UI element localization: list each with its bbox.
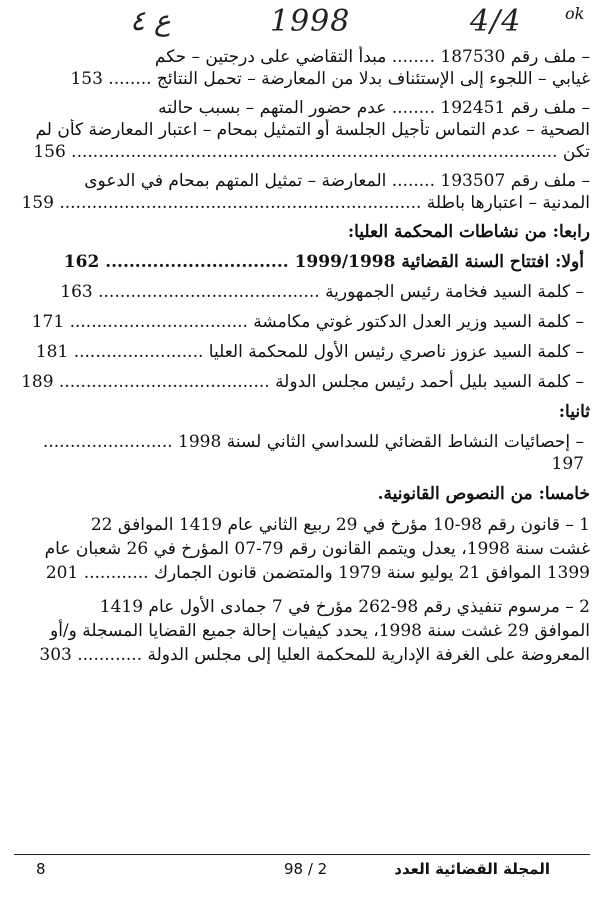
toc-entry-line: المدنية – اعتبارها باطلة ................................................................... 159	[21, 193, 590, 213]
law-entry	[14, 595, 590, 667]
toc-item: – كلمة السيد عزوز ناصري رئيس الأول للمحكمة العليا ........................ 181	[35, 342, 584, 362]
toc-entry-line: غيابي – اللجوء إلى الإستئناف بدلا من المعارضة – تحمل النتائج ........ 153	[70, 69, 590, 89]
law-entry-line: المعروضة على الغرفة الإدارية للمحكمة العليا إلى مجلس الدولة ............ 303	[39, 645, 590, 665]
handwritten-arabic-note: ع ٤	[130, 4, 171, 37]
toc-entry	[14, 46, 590, 90]
toc-entry-line: الصحية – عدم التماس تأجيل الجلسة أو التمثيل بمحام – اعتبار المعارضة كأن لم	[35, 120, 590, 140]
table-of-contents	[14, 46, 590, 677]
footer-issue-number: 98 / 2	[284, 860, 328, 878]
toc-entry	[14, 97, 590, 163]
law-entry-line: 1399 الموافق 21 يوليو سنة 1979 والمتضمن قانون الجمارك ............ 201	[45, 563, 590, 583]
toc-entry-line: – ملف رقم 187530 ........ مبدأ التقاضي على درجتين – حكم	[154, 47, 590, 67]
page-footer	[14, 860, 590, 884]
law-entry-line: الموافق 29 غشت سنة 1998، يحدد كيفيات إحالة جميع القضايا المسجلة و/أو	[50, 621, 590, 641]
law-entry-line: 2 – مرسوم تنفيذي رقم 98-262 مؤرخ في 7 جمادى الأول عام 1419	[99, 597, 590, 617]
law-entry-line: 1 – قانون رقم 98-10 مؤرخ في 29 ربيع الثاني عام 1419 الموافق 22	[90, 515, 590, 535]
law-entry	[14, 513, 590, 585]
toc-entry-line: – ملف رقم 193507 ........ المعارضة – تمثيل المتهم بمحام في الدعوى	[84, 171, 590, 191]
handwritten-page-count: 4/4	[470, 4, 522, 39]
law-entry-line: غشت سنة 1998، يعدل ويتمم القانون رقم 79-07 المؤرخ في 26 شعبان عام	[44, 539, 590, 559]
toc-entry-line: – ملف رقم 192451 ........ عدم حضور المتهم – بسبب حالته	[158, 98, 590, 118]
toc-item: – كلمة السيد بليل أحمد رئيس مجلس الدولة ....................................... 189	[21, 372, 584, 392]
toc-entry	[14, 170, 590, 214]
toc-item: – كلمة السيد فخامة رئيس الجمهورية ......................................... 163	[60, 282, 584, 302]
toc-entry-line: تكن .......................................................................................... 156	[33, 142, 590, 162]
toc-item: – كلمة السيد وزير العدل الدكتور غوتي مكامشة ................................. 171	[31, 312, 584, 332]
section-heading-fifth: خامسا: من النصوص القانونية.	[377, 484, 590, 504]
toc-item: – إحصائيات النشاط القضائي للسداسي الثاني لسنة 1998 ........................ 197	[42, 432, 584, 474]
subsection-heading-first: أولا: افتتاح السنة القضائية 1999/1998 ............................... 162	[63, 252, 584, 272]
footer-divider	[14, 854, 590, 855]
subsection-heading-second: ثانيا:	[558, 402, 590, 422]
section-heading-fourth: رابعا: من نشاطات المحكمة العليا:	[347, 222, 590, 242]
footer-journal-title: المجلة القضائية العدد	[394, 860, 550, 878]
footer-page-number: 8	[36, 860, 46, 878]
handwritten-year: 1998	[270, 4, 351, 39]
handwritten-ok-mark: ok	[565, 4, 585, 23]
